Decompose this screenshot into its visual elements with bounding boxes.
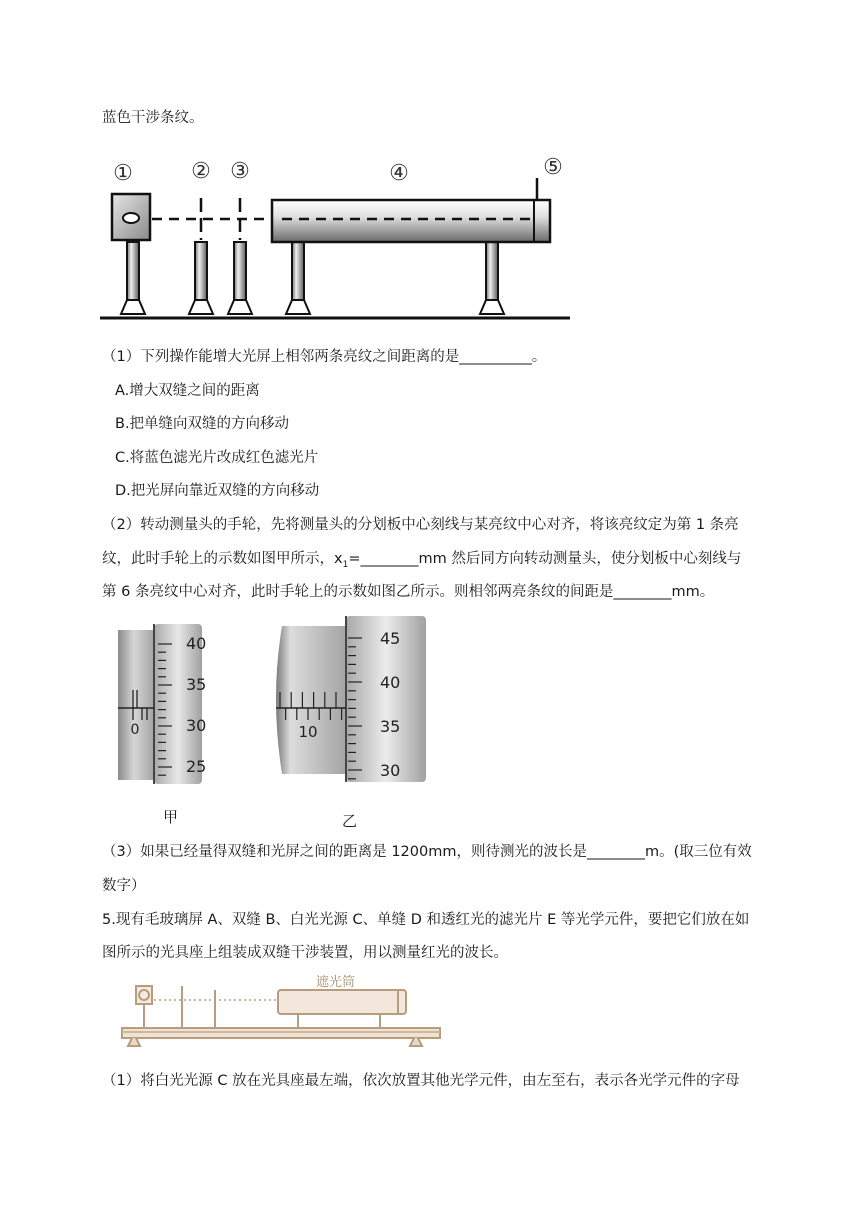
label-1: ①	[113, 161, 133, 186]
label-5: ⑤	[543, 155, 563, 180]
option-d: D.把光屏向靠近双缝的方向移动	[115, 483, 320, 499]
option-b: B.把单缝向双缝的方向移动	[115, 416, 290, 432]
thimble-40: 40	[380, 673, 401, 692]
q2-post: =________mm 然后同方向转动测量头，使分划板中心刻线与	[348, 551, 742, 567]
problem-5-line2: 图所示的光具座上组装成双缝干涉装置，用以测量红光的波长。	[102, 945, 508, 961]
micrometer-yi	[268, 614, 428, 784]
thimble-25: 25	[186, 757, 207, 776]
question-3-line1: （3）如果已经量得双缝和光屏之间的距离是 1200mm，则待测光的波长是________m。(取三位有效	[102, 844, 752, 860]
label-4: ④	[389, 161, 409, 186]
question-2-line3: 第 6 条亮纹中心对齐，此时手轮上的示数如图乙所示。则相邻两亮条纹的间距是________mm。	[102, 584, 715, 600]
question-3-line2: 数字）	[102, 878, 146, 894]
tube-label: 遮光筒	[316, 975, 356, 990]
question-1: （1）下列操作能增大光屏上相邻两条亮纹之间距离的是__________。	[102, 349, 547, 365]
problem-5-line1: 5.现有毛玻璃屏 A、双缝 B、白光光源 C、单缝 D 和透红光的滤光片 E 等光学元件，要把它们放在如	[102, 912, 750, 928]
optical-bench-diagram	[118, 972, 448, 1054]
main-scale-label: 10	[298, 723, 318, 741]
micrometer-jia	[114, 624, 207, 784]
thimble-40: 40	[186, 634, 207, 653]
label-2: ②	[191, 159, 211, 184]
apparatus-diagram	[100, 150, 580, 325]
question-2-line2	[102, 549, 741, 575]
thimble-35: 35	[186, 675, 207, 694]
q2-pre: 纹，此时手轮上的示数如图甲所示，x	[102, 551, 343, 567]
text-line: 蓝色干涉条纹。	[102, 110, 204, 126]
option-c: C.将蓝色滤光片改成红色滤光片	[115, 450, 319, 466]
q2-sub: 1	[342, 559, 349, 570]
option-a: A.增大双缝之间的距离	[115, 383, 260, 399]
question-2-line1: （2）转动测量头的手轮，先将测量头的分划板中心刻线与某亮纹中心对齐，将该亮纹定为第 1 条亮	[102, 517, 739, 533]
caption-yi: 乙	[342, 812, 358, 830]
thimble-30: 30	[186, 716, 207, 735]
thimble-45: 45	[380, 629, 401, 648]
caption-jia: 甲	[163, 808, 179, 826]
thimble-30: 30	[380, 761, 401, 780]
main-scale-label: 0	[130, 722, 140, 738]
problem-5-question-1: （1）将白光光源 C 放在光具座最左端，依次放置其他光学元件，由左至右，表示各光学元件的字母	[102, 1073, 740, 1089]
thimble-35: 35	[380, 717, 401, 736]
label-3: ③	[230, 159, 250, 184]
